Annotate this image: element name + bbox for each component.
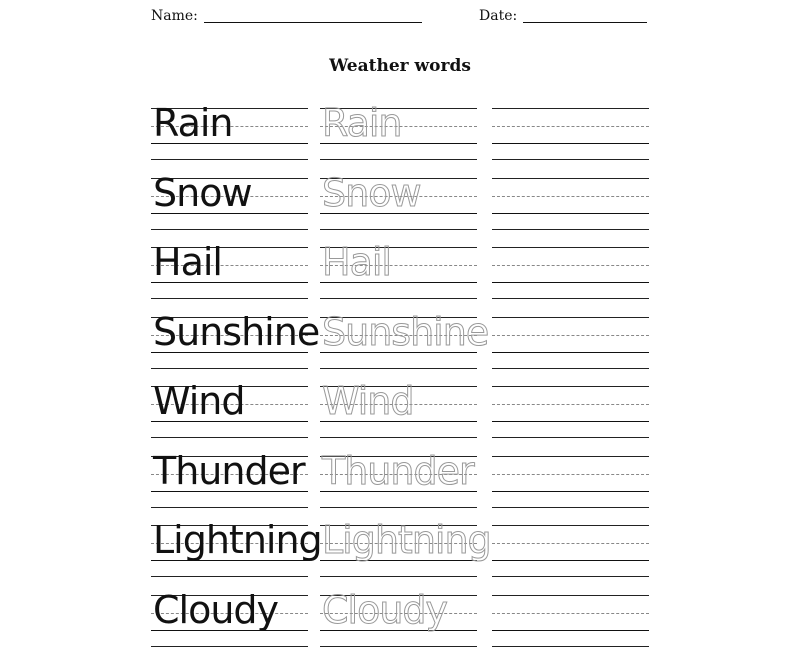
trace-word: Rain <box>322 101 402 145</box>
trace-word: Cloudy <box>322 588 448 632</box>
guide-line-desc <box>492 576 649 577</box>
trace-word: Thunder <box>322 449 474 493</box>
trace-word: Hail <box>322 240 391 284</box>
guide-line-desc <box>320 437 477 438</box>
guide-line-base <box>492 421 649 422</box>
guide-line-top <box>492 386 649 387</box>
guide-line-mid <box>492 126 649 127</box>
guide-line-desc <box>320 159 477 160</box>
date-label: Date: <box>479 8 518 24</box>
guide-line-desc <box>492 229 649 230</box>
example-word: Sunshine <box>153 310 320 354</box>
guide-line-base <box>492 143 649 144</box>
guide-line-desc <box>151 437 308 438</box>
guide-line-desc <box>320 368 477 369</box>
example-word: Hail <box>153 240 222 284</box>
guide-line-desc <box>151 298 308 299</box>
guide-line-desc <box>492 507 649 508</box>
date-blank-line[interactable] <box>523 8 647 23</box>
guide-line-desc <box>151 229 308 230</box>
guide-line-mid <box>492 404 649 405</box>
guide-line-desc <box>320 229 477 230</box>
example-word: Wind <box>153 379 245 423</box>
guide-line-base <box>492 630 649 631</box>
guide-line-mid <box>492 613 649 614</box>
guide-line-mid <box>492 265 649 266</box>
guide-line-desc <box>151 368 308 369</box>
guide-line-desc <box>320 576 477 577</box>
guide-line-top <box>492 525 649 526</box>
guide-line-desc <box>492 159 649 160</box>
trace-word: Wind <box>322 379 414 423</box>
guide-line-desc <box>492 437 649 438</box>
guide-line-base <box>492 282 649 283</box>
guide-line-base <box>492 491 649 492</box>
guide-line-mid <box>492 196 649 197</box>
guide-line-base <box>492 352 649 353</box>
example-word: Thunder <box>153 449 305 493</box>
guide-line-top <box>492 108 649 109</box>
guide-line-desc <box>151 576 308 577</box>
example-word: Cloudy <box>153 588 279 632</box>
guide-line-desc <box>320 507 477 508</box>
guide-line-base <box>492 213 649 214</box>
name-blank-line[interactable] <box>204 8 422 23</box>
example-word: Rain <box>153 101 233 145</box>
date-field[interactable] <box>479 8 647 24</box>
guide-line-desc <box>492 368 649 369</box>
trace-word: Lightning <box>322 518 491 562</box>
guide-line-desc <box>492 298 649 299</box>
trace-word: Sunshine <box>322 310 489 354</box>
example-word: Lightning <box>153 518 322 562</box>
guide-line-top <box>492 247 649 248</box>
guide-line-mid <box>492 335 649 336</box>
guide-line-mid <box>492 474 649 475</box>
trace-word: Snow <box>322 171 421 215</box>
name-label: Name: <box>151 8 198 24</box>
guide-line-top <box>492 317 649 318</box>
guide-line-desc <box>151 159 308 160</box>
name-field[interactable] <box>151 8 422 24</box>
guide-line-mid <box>492 543 649 544</box>
guide-line-top <box>492 178 649 179</box>
guide-line-base <box>492 560 649 561</box>
worksheet-title: Weather words <box>329 56 471 76</box>
guide-line-base <box>320 630 477 631</box>
guide-line-top <box>492 595 649 596</box>
guide-line-base <box>151 630 308 631</box>
example-word: Snow <box>153 171 252 215</box>
guide-line-desc <box>151 507 308 508</box>
guide-line-desc <box>320 298 477 299</box>
guide-line-top <box>492 456 649 457</box>
